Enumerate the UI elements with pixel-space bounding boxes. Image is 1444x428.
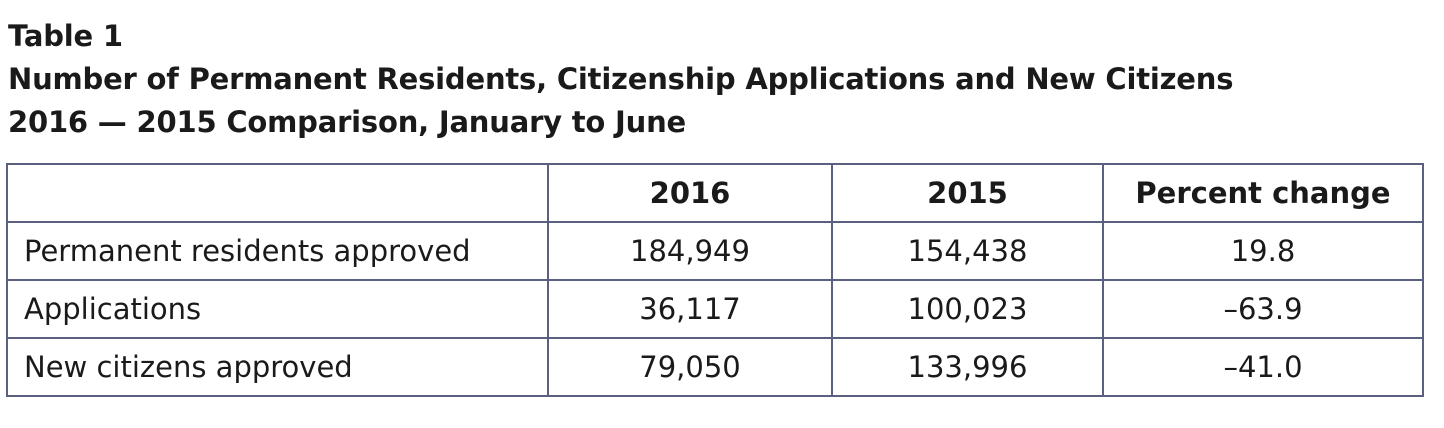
- header-cell-2015: 2015: [832, 164, 1103, 222]
- header-cell-2016: 2016: [548, 164, 832, 222]
- cell-percent-change: –41.0: [1103, 338, 1423, 396]
- cell-2015: 133,996: [832, 338, 1103, 396]
- cell-2016: 184,949: [548, 222, 832, 280]
- table-title: Number of Permanent Residents, Citizenship Applications and New Citizens: [8, 62, 1234, 96]
- table-heading: [8, 14, 1233, 144]
- row-label: New citizens approved: [7, 338, 548, 396]
- cell-2015: 100,023: [832, 280, 1103, 338]
- cell-percent-change: –63.9: [1103, 280, 1423, 338]
- row-label: Applications: [7, 280, 548, 338]
- header-cell-empty: [7, 164, 548, 222]
- cell-percent-change: 19.8: [1103, 222, 1423, 280]
- table-number: Table 1: [8, 19, 123, 53]
- cell-2016: 36,117: [548, 280, 832, 338]
- table-row: [7, 280, 1423, 338]
- table-row: [7, 338, 1423, 396]
- cell-2015: 154,438: [832, 222, 1103, 280]
- header-cell-percent-change: Percent change: [1103, 164, 1423, 222]
- table-subtitle: 2016 — 2015 Comparison, January to June: [8, 105, 687, 139]
- cell-2016: 79,050: [548, 338, 832, 396]
- table-header-row: [7, 164, 1423, 222]
- row-label: Permanent residents approved: [7, 222, 548, 280]
- table-row: [7, 222, 1423, 280]
- comparison-table: [6, 163, 1424, 397]
